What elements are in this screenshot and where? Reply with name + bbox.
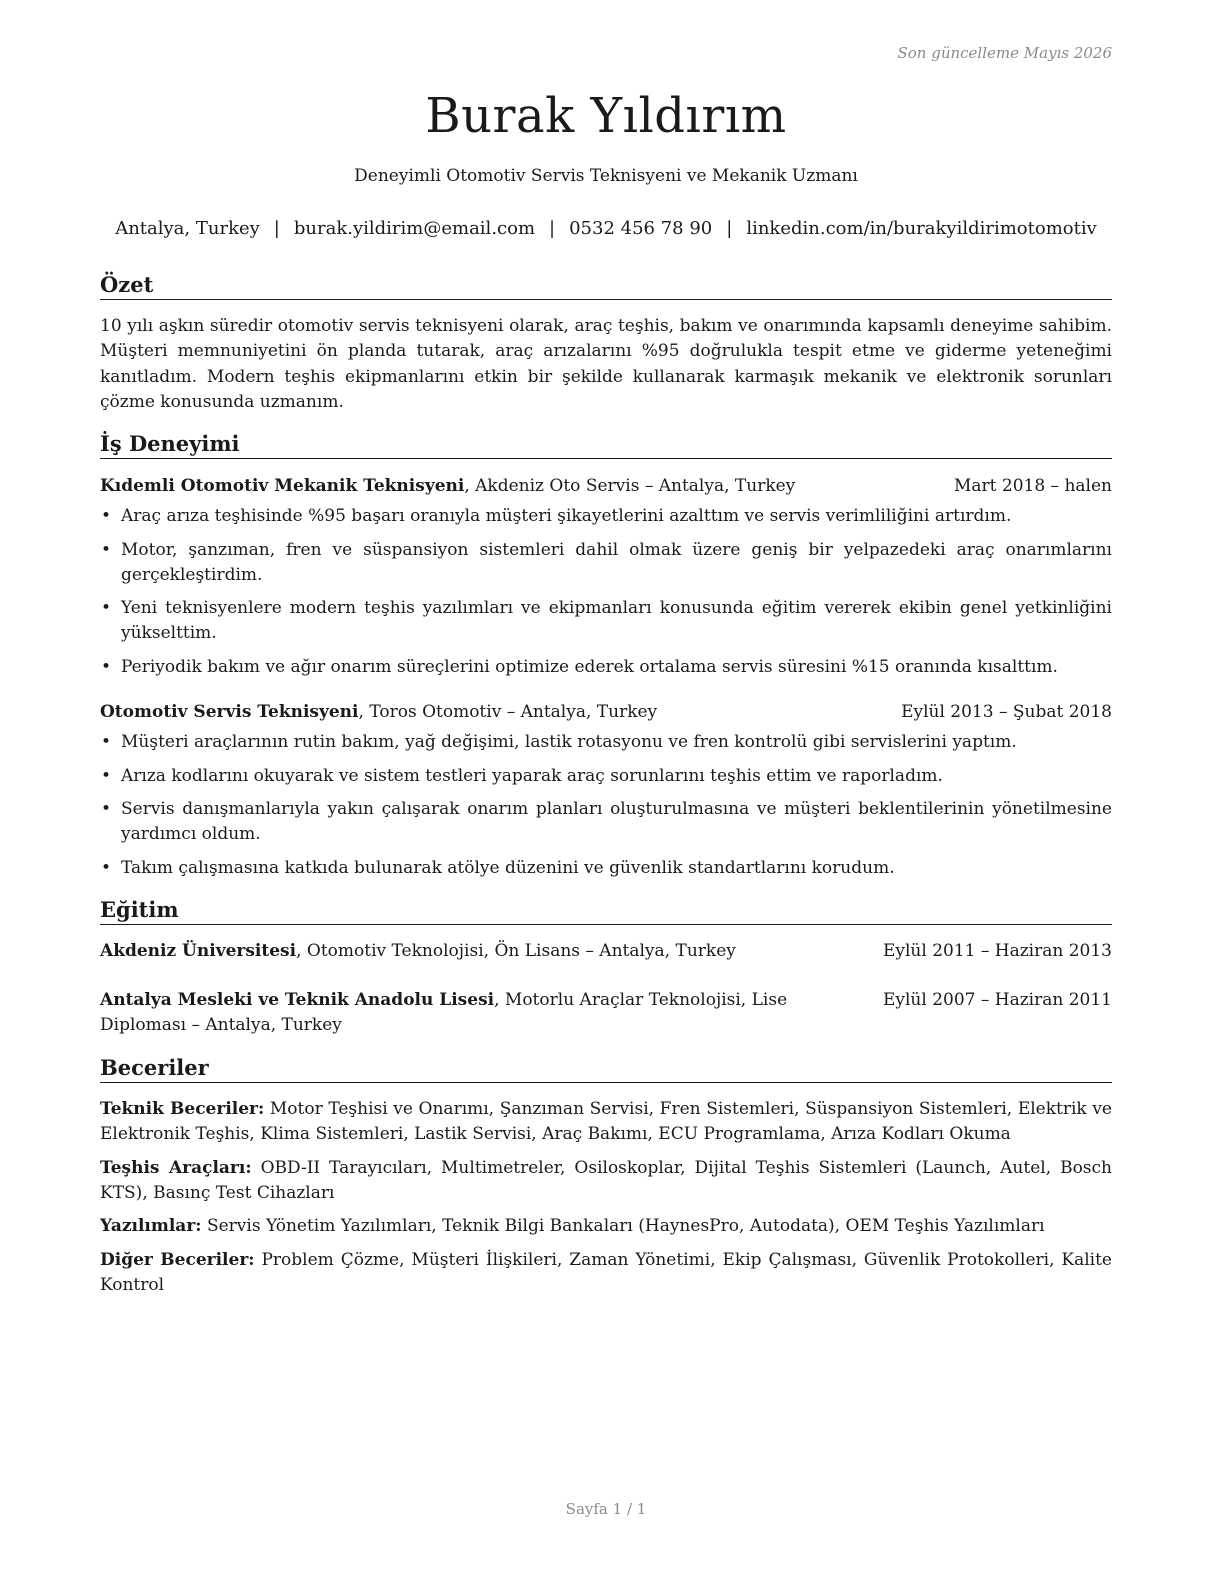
skill-group (100, 1097, 1112, 1147)
job-company: , Akdeniz Oto Servis – Antalya, Turkey (464, 476, 796, 496)
candidate-name: Burak Yıldırım (425, 88, 787, 144)
bullet-icon: • (101, 539, 112, 560)
bullet-icon: • (101, 656, 112, 677)
education-dates: Eylül 2007 – Haziran 2011 (882, 990, 1112, 1010)
skill-label: Teknik Beceriler: (100, 1099, 265, 1119)
skill-text: Motor Teşhisi ve Onarımı, Şanzıman Servisi, Fren Sistemleri, Süspansiyon Sistemleri, Elektrik ve Elektronik Teşhis, Klima Sistemleri, Lastik Servisi, Araç Bakımı, ECU Programlama, Arıza Kodları Okuma (100, 1099, 1112, 1144)
skill-text: Servis Yönetim Yazılımları, Teknik Bilgi Bankaları (HaynesPro, Autodata), OEM Teşhis Yazılımları (201, 1216, 1045, 1236)
headline: Deneyimli Otomotiv Servis Teknisyeni ve Mekanik Uzmanı (354, 166, 858, 186)
bullet-icon: • (101, 765, 112, 786)
education-item (100, 939, 1112, 964)
section-title-skills: Beceriler (100, 1054, 1112, 1083)
location: Antalya, Turkey (115, 218, 260, 239)
education-dates: Eylül 2011 – Haziran 2013 (882, 941, 1112, 961)
summary-text: 10 yılı aşkın süredir otomotiv servis teknisyeni olarak, araç teşhis, bakım ve onarımında kapsamlı deneyime sahibim. Müşteri memnuniyetini ön planda tutarak, araç arızalarını %95 doğrulukla tespit etme ve giderme yeteneğimi kanıtladım. Modern teşhis ekipmanlarını etkin bir şekilde kullanarak karmaşık mekanik ve elektronik sorunları çözme konusunda uzmanım. (100, 316, 1112, 412)
list-item: • Takım çalışmasına katkıda bulunarak atölye düzenini ve güvenlik standartlarını korudum. (100, 856, 1112, 881)
section-title-experience: İş Deneyimi (100, 430, 1112, 459)
bullet-icon: • (101, 857, 112, 878)
list-item: • Motor, şanzıman, fren ve süspansiyon sistemleri dahil olmak üzere geniş bir yelpazedeki araç onarımlarını gerçekleştirdim. (101, 539, 1112, 585)
resume-page (100, 0, 1112, 1584)
section-title-summary: Özet (100, 271, 1112, 300)
school-name: Antalya Mesleki ve Teknik Anadolu Lisesi (100, 990, 495, 1010)
skill-label: Diğer Beceriler: (100, 1250, 255, 1270)
list-item: • Periyodik bakım ve ağır onarım süreçlerini optimize ederek ortalama servis süresini %15 oranında kısalttım. (100, 655, 1112, 680)
skill-group (100, 1214, 1112, 1239)
bullet-icon: • (101, 598, 112, 618)
linkedin-link[interactable]: linkedin.com/in/burakyildirimotomotiv (746, 218, 1097, 239)
bullet-icon: • (101, 799, 112, 819)
list-item: • Araç arıza teşhisinde %95 başarı oranıyla müşteri şikayetlerini azalttım ve servis verimliliğini artırdım. (100, 504, 1112, 529)
job-header (100, 700, 1112, 725)
job-header (100, 474, 1112, 499)
skill-label: Yazılımlar: (100, 1216, 202, 1236)
education-detail: , Motorlu Araçlar Teknolojisi, Lise Diploması – Antalya, Turkey (100, 990, 788, 1035)
email-link[interactable]: burak.yildirim@email.com (293, 218, 536, 239)
list-item: • Arıza kodlarını okuyarak ve sistem testleri yaparak araç sorunlarını teşhis ettim ve raporladım. (100, 764, 1112, 789)
job-bullets (100, 504, 1112, 688)
last-updated: Son güncelleme Mayıs 2026 (897, 44, 1112, 62)
job-company: , Toros Otomotiv – Antalya, Turkey (358, 702, 658, 722)
bullet-icon: • (101, 732, 112, 752)
list-item: • Yeni teknisyenlere modern teşhis yazılımları ve ekipmanları konusunda eğitim vererek ekibin genel yetkinliğini yükselttim. (101, 598, 1112, 643)
skill-text: OBD-II Tarayıcıları, Multimetreler, Osiloskoplar, Dijital Teşhis Sistemleri (Launch, Autel, Bosch KTS), Basınç Test Cihazları (100, 1158, 1112, 1203)
separator: | (273, 218, 280, 239)
job-role: Otomotiv Servis Teknisyeni (100, 702, 359, 722)
skill-group (100, 1248, 1112, 1298)
job-bullets (100, 730, 1112, 889)
education-item (100, 988, 1112, 1038)
job-dates: Eylül 2013 – Şubat 2018 (901, 702, 1112, 722)
list-item: • Servis danışmanlarıyla yakın çalışarak onarım planları oluşturulmasına ve müşteri beklentilerinin yönetilmesine yardımcı oldum. (101, 799, 1112, 844)
phone: 0532 456 78 90 (569, 218, 713, 239)
separator: | (726, 218, 733, 239)
separator: | (549, 218, 556, 239)
skill-group (100, 1156, 1112, 1206)
school-name: Akdeniz Üniversitesi (100, 941, 297, 961)
skill-text: Problem Çözme, Müşteri İlişkileri, Zaman Yönetimi, Ekip Çalışması, Güvenlik Protokolleri, Kalite Kontrol (100, 1250, 1112, 1295)
section-title-education: Eğitim (100, 896, 1112, 925)
education-detail: , Otomotiv Teknolojisi, Ön Lisans – Antalya, Turkey (296, 941, 736, 961)
job-dates: Mart 2018 – halen (953, 476, 1112, 496)
page-number: Sayfa 1 / 1 (565, 1500, 647, 1518)
bullet-icon: • (101, 506, 112, 526)
job-role: Kıdemli Otomotiv Mekanik Teknisyeni (100, 476, 465, 496)
contact-line (100, 218, 1112, 239)
list-item: • Müşteri araçlarının rutin bakım, yağ değişimi, lastik rotasyonu ve fren kontrolü gibi servislerini yaptım. (100, 730, 1112, 755)
skill-label: Teşhis Araçları: (100, 1158, 252, 1178)
